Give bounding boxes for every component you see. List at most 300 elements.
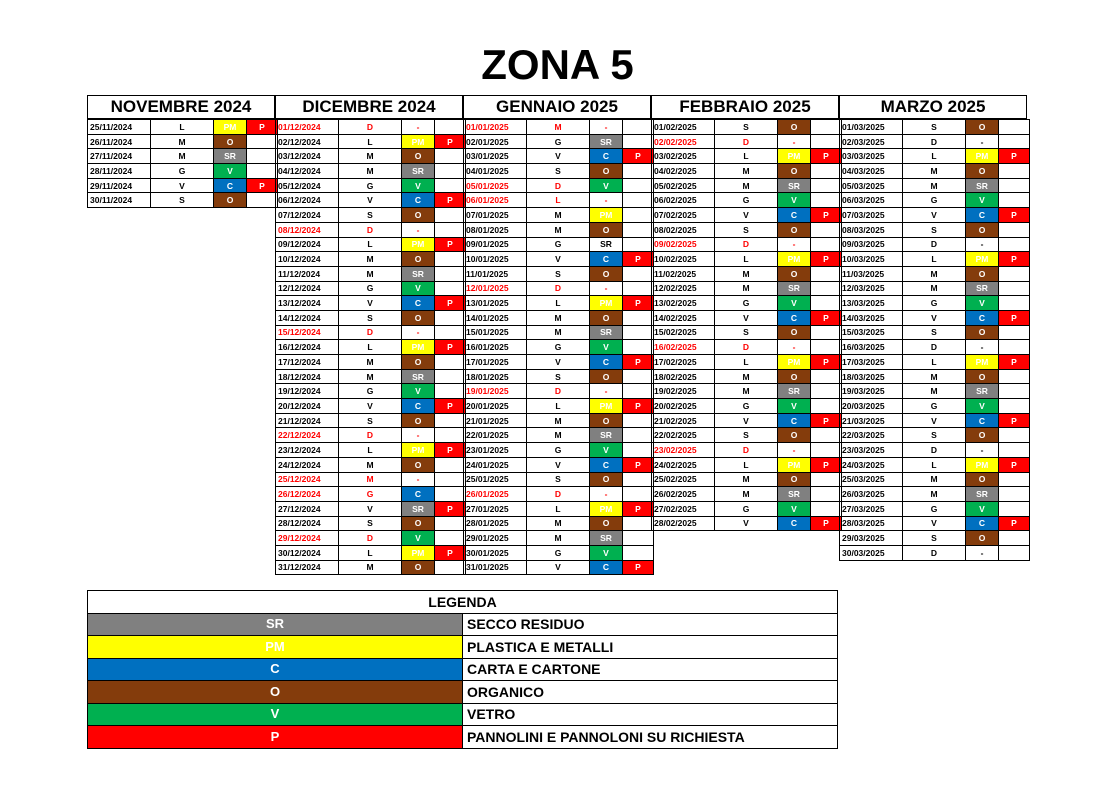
table-row (652, 266, 842, 281)
date-cell: 09/12/2024 (276, 237, 339, 252)
date-cell: 03/12/2024 (276, 149, 339, 164)
weekday-cell: L (715, 355, 778, 370)
weekday-cell: L (151, 120, 214, 135)
date-cell: 01/01/2025 (464, 120, 527, 135)
table-row (840, 296, 1030, 311)
table-row (464, 237, 654, 252)
weekday-cell: V (151, 178, 214, 193)
diaper-code-cell (811, 178, 842, 193)
waste-code-cell: V (778, 296, 811, 311)
waste-code-cell: C (590, 252, 623, 267)
diaper-code-cell (999, 501, 1030, 516)
table-row (464, 457, 654, 472)
waste-code-cell: C (402, 193, 435, 208)
diaper-code-cell (435, 457, 466, 472)
date-cell: 24/02/2025 (652, 457, 715, 472)
diaper-code-cell (623, 222, 654, 237)
waste-code-cell: O (590, 516, 623, 531)
weekday-cell: M (527, 516, 590, 531)
diaper-code-cell: P (623, 501, 654, 516)
diaper-code-cell: P (999, 208, 1030, 223)
date-cell: 17/02/2025 (652, 355, 715, 370)
diaper-code-cell (435, 310, 466, 325)
table-row (840, 399, 1030, 414)
date-cell: 18/01/2025 (464, 369, 527, 384)
waste-code-cell: PM (402, 443, 435, 458)
waste-code-cell: PM (402, 237, 435, 252)
weekday-cell: M (339, 164, 402, 179)
date-cell: 27/12/2024 (276, 501, 339, 516)
weekday-cell: M (715, 472, 778, 487)
weekday-cell: V (715, 208, 778, 223)
diaper-code-cell: P (999, 252, 1030, 267)
waste-code-cell: - (590, 120, 623, 135)
date-cell: 21/01/2025 (464, 413, 527, 428)
weekday-cell: D (527, 281, 590, 296)
diaper-code-cell (623, 516, 654, 531)
diaper-code-cell (623, 178, 654, 193)
table-row (652, 134, 842, 149)
table-row (840, 457, 1030, 472)
waste-code-cell: SR (402, 369, 435, 384)
waste-code-cell: - (590, 384, 623, 399)
diaper-code-cell: P (811, 208, 842, 223)
date-cell: 02/03/2025 (840, 134, 903, 149)
table-row (652, 487, 842, 502)
date-cell: 22/12/2024 (276, 428, 339, 443)
waste-code-cell: V (966, 193, 999, 208)
date-cell: 27/11/2024 (88, 149, 151, 164)
weekday-cell: G (339, 487, 402, 502)
diaper-code-cell (999, 222, 1030, 237)
date-cell: 29/01/2025 (464, 531, 527, 546)
date-cell: 17/03/2025 (840, 355, 903, 370)
waste-code-cell: C (966, 413, 999, 428)
weekday-cell: G (339, 384, 402, 399)
diaper-code-cell: P (623, 149, 654, 164)
waste-code-cell: O (778, 266, 811, 281)
table-row (652, 355, 842, 370)
weekday-cell: L (903, 457, 966, 472)
legend-swatch: V (88, 703, 463, 726)
waste-code-cell: V (590, 545, 623, 560)
weekday-cell: M (339, 252, 402, 267)
table-row (276, 164, 466, 179)
legend-row (88, 658, 838, 681)
waste-code-cell: PM (966, 457, 999, 472)
weekday-cell: M (903, 178, 966, 193)
waste-code-cell: O (402, 252, 435, 267)
date-cell: 28/01/2025 (464, 516, 527, 531)
date-cell: 28/11/2024 (88, 164, 151, 179)
table-row (840, 413, 1030, 428)
date-cell: 09/02/2025 (652, 237, 715, 252)
diaper-code-cell (811, 164, 842, 179)
date-cell: 20/02/2025 (652, 399, 715, 414)
weekday-cell: G (527, 134, 590, 149)
waste-code-cell: - (778, 237, 811, 252)
weekday-cell: G (339, 281, 402, 296)
table-row (652, 252, 842, 267)
date-cell: 29/11/2024 (88, 178, 151, 193)
waste-code-cell: V (402, 531, 435, 546)
waste-code-cell: C (966, 516, 999, 531)
weekday-cell: S (903, 531, 966, 546)
table-row (464, 208, 654, 223)
diaper-code-cell (247, 164, 278, 179)
date-cell: 07/03/2025 (840, 208, 903, 223)
table-row (464, 340, 654, 355)
weekday-cell: M (151, 149, 214, 164)
table-row (652, 237, 842, 252)
weekday-cell: L (715, 457, 778, 472)
date-cell: 24/12/2024 (276, 457, 339, 472)
weekday-cell: L (339, 134, 402, 149)
waste-code-cell: V (590, 443, 623, 458)
table-row (652, 413, 842, 428)
date-cell: 07/02/2025 (652, 208, 715, 223)
table-row (276, 560, 466, 575)
date-cell: 18/03/2025 (840, 369, 903, 384)
diaper-code-cell (811, 340, 842, 355)
weekday-cell: S (527, 369, 590, 384)
waste-code-cell: SR (590, 325, 623, 340)
diaper-code-cell (623, 413, 654, 428)
waste-code-cell: PM (590, 501, 623, 516)
weekday-cell: S (903, 428, 966, 443)
table-row (652, 516, 842, 531)
weekday-cell: G (715, 501, 778, 516)
date-cell: 28/02/2025 (652, 516, 715, 531)
table-row (464, 266, 654, 281)
waste-code-cell: C (402, 487, 435, 502)
weekday-cell: M (339, 369, 402, 384)
date-cell: 13/01/2025 (464, 296, 527, 311)
table-row (464, 443, 654, 458)
diaper-code-cell (247, 134, 278, 149)
date-cell: 01/12/2024 (276, 120, 339, 135)
date-cell: 26/02/2025 (652, 487, 715, 502)
diaper-code-cell (999, 487, 1030, 502)
legend-swatch: PM (88, 636, 463, 659)
weekday-cell: V (715, 516, 778, 531)
date-cell: 11/12/2024 (276, 266, 339, 281)
waste-code-cell: SR (402, 266, 435, 281)
table-row (464, 222, 654, 237)
date-cell: 22/01/2025 (464, 428, 527, 443)
legend-row (88, 681, 838, 704)
diaper-code-cell (999, 193, 1030, 208)
diaper-code-cell: P (811, 149, 842, 164)
table-row (652, 149, 842, 164)
weekday-cell: D (903, 340, 966, 355)
table-row (840, 545, 1030, 560)
date-cell: 17/12/2024 (276, 355, 339, 370)
waste-code-cell: C (778, 310, 811, 325)
waste-code-cell: C (590, 560, 623, 575)
table-row (276, 369, 466, 384)
diaper-code-cell (811, 222, 842, 237)
legend-label: SECCO RESIDUO (463, 613, 838, 636)
date-cell: 25/02/2025 (652, 472, 715, 487)
weekday-cell: D (339, 428, 402, 443)
waste-code-cell: O (966, 325, 999, 340)
weekday-cell: M (339, 457, 402, 472)
waste-code-cell: - (966, 134, 999, 149)
date-cell: 23/01/2025 (464, 443, 527, 458)
waste-code-cell: - (778, 134, 811, 149)
diaper-code-cell: P (623, 399, 654, 414)
table-row (652, 472, 842, 487)
weekday-cell: M (903, 164, 966, 179)
date-cell: 05/01/2025 (464, 178, 527, 193)
table-row (652, 222, 842, 237)
legend-swatch: C (88, 658, 463, 681)
date-cell: 26/01/2025 (464, 487, 527, 502)
waste-code-cell: SR (402, 164, 435, 179)
weekday-cell: S (903, 120, 966, 135)
waste-code-cell: O (590, 310, 623, 325)
weekday-cell: D (339, 120, 402, 135)
date-cell: 02/01/2025 (464, 134, 527, 149)
weekday-cell: M (903, 384, 966, 399)
table-row (464, 487, 654, 502)
month-header: NOVEMBRE 2024 (87, 95, 275, 119)
date-cell: 18/12/2024 (276, 369, 339, 384)
table-row (840, 516, 1030, 531)
table-row (840, 134, 1030, 149)
waste-code-cell: V (402, 178, 435, 193)
date-cell: 16/03/2025 (840, 340, 903, 355)
legend-label: VETRO (463, 703, 838, 726)
date-cell: 10/01/2025 (464, 252, 527, 267)
table-row (464, 355, 654, 370)
date-cell: 06/12/2024 (276, 193, 339, 208)
waste-code-cell: O (590, 266, 623, 281)
diaper-code-cell (435, 266, 466, 281)
month-column (463, 95, 651, 575)
waste-code-cell: - (966, 545, 999, 560)
diaper-code-cell (623, 472, 654, 487)
waste-code-cell: O (966, 222, 999, 237)
diaper-code-cell (435, 384, 466, 399)
table-row (276, 457, 466, 472)
diaper-code-cell: P (999, 457, 1030, 472)
table-row (276, 266, 466, 281)
diaper-code-cell (623, 164, 654, 179)
waste-code-cell: - (966, 443, 999, 458)
table-row (652, 178, 842, 193)
diaper-code-cell (623, 443, 654, 458)
diaper-code-cell (999, 531, 1030, 546)
weekday-cell: M (903, 472, 966, 487)
diaper-code-cell (999, 164, 1030, 179)
diaper-code-cell: P (623, 457, 654, 472)
table-row (276, 178, 466, 193)
weekday-cell: G (527, 545, 590, 560)
diaper-code-cell (999, 281, 1030, 296)
weekday-cell: S (715, 325, 778, 340)
weekday-cell: G (715, 193, 778, 208)
diaper-code-cell (435, 487, 466, 502)
date-cell: 25/12/2024 (276, 472, 339, 487)
waste-code-cell: - (402, 222, 435, 237)
table-row (88, 149, 278, 164)
date-cell: 14/02/2025 (652, 310, 715, 325)
diaper-code-cell: P (999, 516, 1030, 531)
table-row (464, 560, 654, 575)
waste-code-cell: O (778, 472, 811, 487)
table-row (276, 340, 466, 355)
waste-code-cell: PM (590, 296, 623, 311)
date-cell: 12/02/2025 (652, 281, 715, 296)
date-cell: 26/12/2024 (276, 487, 339, 502)
waste-code-cell: O (402, 208, 435, 223)
weekday-cell: D (339, 222, 402, 237)
waste-code-cell: PM (966, 149, 999, 164)
waste-code-cell: C (590, 457, 623, 472)
diaper-code-cell (435, 208, 466, 223)
waste-code-cell: PM (778, 252, 811, 267)
weekday-cell: M (715, 266, 778, 281)
table-row (652, 369, 842, 384)
table-row (464, 399, 654, 414)
diaper-code-cell (623, 134, 654, 149)
weekday-cell: M (715, 369, 778, 384)
diaper-code-cell (435, 531, 466, 546)
date-cell: 28/03/2025 (840, 516, 903, 531)
month-table (463, 119, 654, 575)
table-row (652, 457, 842, 472)
month-column (839, 95, 1027, 561)
table-row (840, 487, 1030, 502)
table-row (276, 149, 466, 164)
weekday-cell: S (715, 222, 778, 237)
waste-code-cell: C (590, 355, 623, 370)
weekday-cell: D (903, 134, 966, 149)
table-row (464, 501, 654, 516)
weekday-cell: S (151, 193, 214, 208)
table-row (276, 472, 466, 487)
diaper-code-cell (623, 325, 654, 340)
date-cell: 01/02/2025 (652, 120, 715, 135)
date-cell: 07/12/2024 (276, 208, 339, 223)
waste-code-cell: - (778, 340, 811, 355)
table-row (276, 120, 466, 135)
waste-code-cell: SR (590, 134, 623, 149)
table-row (652, 501, 842, 516)
diaper-code-cell: P (435, 443, 466, 458)
diaper-code-cell (623, 266, 654, 281)
waste-code-cell: O (778, 369, 811, 384)
diaper-code-cell (811, 325, 842, 340)
date-cell: 12/03/2025 (840, 281, 903, 296)
diaper-code-cell: P (435, 193, 466, 208)
date-cell: 23/02/2025 (652, 443, 715, 458)
waste-code-cell: V (966, 501, 999, 516)
table-row (652, 281, 842, 296)
date-cell: 19/01/2025 (464, 384, 527, 399)
waste-code-cell: SR (590, 428, 623, 443)
date-cell: 30/12/2024 (276, 545, 339, 560)
date-cell: 22/03/2025 (840, 428, 903, 443)
date-cell: 28/12/2024 (276, 516, 339, 531)
table-row (652, 399, 842, 414)
diaper-code-cell (811, 296, 842, 311)
waste-code-cell: - (402, 472, 435, 487)
diaper-code-cell (435, 516, 466, 531)
table-row (464, 428, 654, 443)
diaper-code-cell (623, 384, 654, 399)
waste-code-cell: SR (778, 487, 811, 502)
weekday-cell: L (339, 340, 402, 355)
diaper-code-cell (623, 531, 654, 546)
weekday-cell: S (715, 428, 778, 443)
waste-code-cell: SR (778, 178, 811, 193)
legend-row (88, 613, 838, 636)
diaper-code-cell (811, 281, 842, 296)
waste-code-cell: SR (590, 237, 623, 252)
diaper-code-cell: P (999, 310, 1030, 325)
date-cell: 02/12/2024 (276, 134, 339, 149)
table-row (276, 399, 466, 414)
table-row (464, 252, 654, 267)
waste-code-cell: O (590, 369, 623, 384)
legend-swatch: SR (88, 613, 463, 636)
diaper-code-cell (623, 208, 654, 223)
table-row (840, 252, 1030, 267)
diaper-code-cell: P (811, 516, 842, 531)
date-cell: 03/03/2025 (840, 149, 903, 164)
date-cell: 25/11/2024 (88, 120, 151, 135)
date-cell: 15/03/2025 (840, 325, 903, 340)
table-row (464, 325, 654, 340)
diaper-code-cell (999, 237, 1030, 252)
table-row (840, 237, 1030, 252)
diaper-code-cell (811, 266, 842, 281)
diaper-code-cell: P (247, 178, 278, 193)
date-cell: 31/01/2025 (464, 560, 527, 575)
table-row (652, 120, 842, 135)
diaper-code-cell (623, 487, 654, 502)
weekday-cell: V (339, 501, 402, 516)
waste-code-cell: C (778, 208, 811, 223)
diaper-code-cell (435, 413, 466, 428)
diaper-code-cell (999, 443, 1030, 458)
diaper-code-cell: P (623, 560, 654, 575)
diaper-code-cell: P (435, 237, 466, 252)
table-row (276, 428, 466, 443)
date-cell: 31/12/2024 (276, 560, 339, 575)
date-cell: 15/01/2025 (464, 325, 527, 340)
diaper-code-cell: P (435, 501, 466, 516)
weekday-cell: V (527, 355, 590, 370)
table-row (840, 384, 1030, 399)
diaper-code-cell (811, 399, 842, 414)
weekday-cell: V (527, 149, 590, 164)
date-cell: 01/03/2025 (840, 120, 903, 135)
date-cell: 26/11/2024 (88, 134, 151, 149)
weekday-cell: G (715, 296, 778, 311)
date-cell: 26/03/2025 (840, 487, 903, 502)
diaper-code-cell: P (999, 149, 1030, 164)
date-cell: 20/01/2025 (464, 399, 527, 414)
month-column (651, 95, 839, 531)
date-cell: 27/03/2025 (840, 501, 903, 516)
month-table (651, 119, 842, 531)
legend-row (88, 636, 838, 659)
diaper-code-cell (999, 545, 1030, 560)
